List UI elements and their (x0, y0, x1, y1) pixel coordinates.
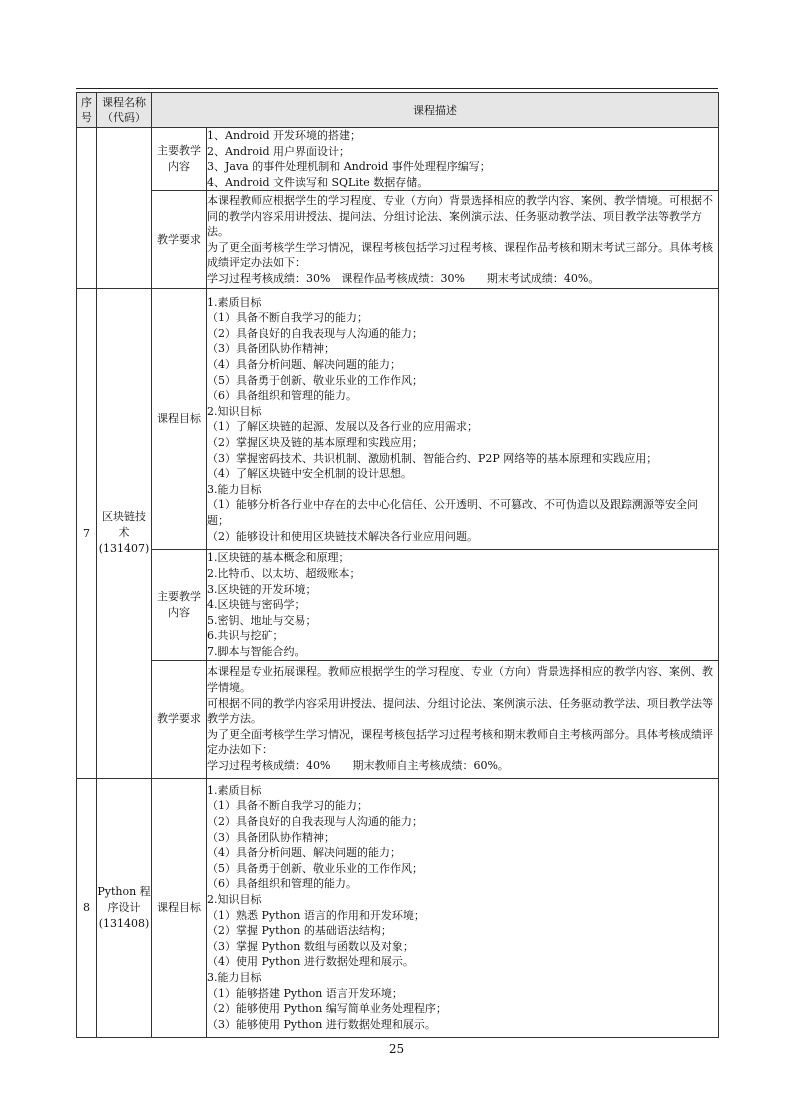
course-number: 7 (77, 289, 97, 778)
section-content (207, 660, 719, 778)
content-line: （6）具备组织和管理的能力。 (207, 877, 357, 891)
content-line: （4）了解区块链中安全机制的设计思想。 (207, 467, 412, 481)
section-content (207, 289, 719, 550)
section-label: 主要教学内容 (152, 550, 207, 660)
table-header-row (77, 93, 719, 128)
content-line: （3）具备团队协作精神； (207, 342, 335, 356)
top-rule (76, 88, 718, 89)
section-label: 课程目标 (152, 289, 207, 550)
content-line: 为了更全面考核学生学习情况，课程考核包括学习过程考核和期末教师自主考核两部分。具体考核成绩评定办法如下： (207, 727, 713, 757)
content-line: （2）具备良好的自我表现与人沟通的能力； (207, 814, 423, 828)
content-line: 2.比特币、以太坊、超级账本； (207, 566, 361, 580)
page-number: 25 (388, 1042, 405, 1056)
content-line: （2）具备良好的自我表现与人沟通的能力； (207, 326, 423, 340)
content-line: 1、Android 开发环境的搭建； (207, 129, 362, 142)
table-row (77, 550, 719, 660)
section-label: 主要教学内容 (152, 128, 207, 191)
content-line: 本课程是专业拓展课程。教师应根据学生的学习程度、专业（方向）背景选择相应的教学内容、案例、教学情境。 (207, 665, 713, 695)
content-line: 为了更全面考核学生学习情况，课程考核包括学习过程考核、课程作品考核和期末考试三部分。具体考核成绩评定办法如下： (207, 240, 713, 270)
content-line: 可根据不同的教学内容采用讲授法、提问法、分组讨论法、案例演示法、任务驱动教学法、项目教学法等教学方法。 (207, 696, 713, 726)
content-line: 7.脚本与智能合约。 (207, 644, 306, 658)
content-line: （1）能够搭建 Python 语言开发环境； (207, 986, 403, 1000)
content-line: 2.知识目标 (207, 892, 262, 906)
content-line: （2）掌握区块及链的基本原理和实践应用； (207, 435, 423, 449)
section-content (207, 191, 719, 289)
content-line: 3、Java 的事件处理机制和 Android 事件处理程序编写； (207, 160, 491, 174)
section-label: 课程目标 (152, 778, 207, 1037)
content-line: 3.能力目标 (207, 970, 262, 984)
content-line: （1）具备不断自我学习的能力； (207, 799, 368, 813)
table-row (77, 128, 719, 191)
content-line: 4.区块链与密码学； (207, 598, 306, 612)
content-line: （1）熟悉 Python 语言的作用和开发环境； (207, 908, 425, 922)
content-line: （3）具备团队协作精神； (207, 830, 335, 844)
content-line: 2、Android 用户界面设计； (207, 144, 351, 158)
content-line: 3.能力目标 (207, 482, 262, 496)
content-line: 1.素质目标 (207, 783, 262, 797)
content-line: 5.密钥、地址与交易； (207, 613, 317, 627)
content-line: （4）具备分析问题、解决问题的能力； (207, 358, 401, 371)
content-line: （3）能够使用 Python 进行数据处理和展示。 (207, 1017, 436, 1031)
table-row (77, 778, 719, 1037)
content-line: （2）能够设计和使用区块链技术解决各行业应用问题。 (207, 529, 478, 543)
section-label: 教学要求 (152, 191, 207, 289)
content-line: （6）具备组织和管理的能力。 (207, 389, 357, 403)
content-line: 4、Android 文件读写和 SQLite 数据存储。 (207, 175, 429, 189)
header-course-name: 课程名称（代码） (97, 93, 152, 128)
table-row (77, 289, 719, 550)
table-row (77, 191, 719, 289)
content-line: （1）具备不断自我学习的能力； (207, 311, 368, 325)
section-content (207, 128, 719, 191)
header-no: 序号 (77, 93, 97, 128)
content-line: （2）能够使用 Python 编写简单业务处理程序； (207, 1002, 447, 1016)
course-name: Python 程序设计(131408) (97, 778, 152, 1037)
content-line: （2）掌握 Python 的基础语法结构； (207, 924, 392, 938)
table-row (77, 660, 719, 778)
content-line: （5）具备勇于创新、敬业乐业的工作作风； (207, 861, 423, 875)
content-line: 1.素质目标 (207, 295, 262, 309)
content-line: 学习过程考核成绩：30% 课程作品考核成绩：30% 期末考试成绩：40%。 (207, 272, 600, 286)
content-line: （1）了解区块链的起源、发展以及各行业的应用需求； (207, 420, 478, 434)
content-line: 学习过程考核成绩：40% 期末教师自主考核成绩：60%。 (207, 759, 509, 773)
header-description: 课程描述 (152, 93, 719, 128)
section-label: 教学要求 (152, 660, 207, 778)
content-line: 6.共识与挖矿； (207, 629, 284, 643)
content-line: 1.区块链的基本概念和原理； (207, 551, 350, 565)
section-content (207, 550, 719, 660)
section-content (207, 778, 719, 1037)
content-line: （3）掌握密码技术、共识机制、激励机制、智能合约、P2P 网络等的基本原理和实践应用； (207, 451, 658, 465)
content-line: 2.知识目标 (207, 404, 262, 418)
course-table (76, 92, 719, 1038)
content-line: （5）具备勇于创新、敬业乐业的工作作风； (207, 373, 423, 387)
course-number: 8 (77, 778, 97, 1037)
content-line: （1）能够分析各行业中存在的去中心化信任、公开透明、不可篡改、不可伪造以及跟踪溯源等安全问题； (207, 498, 698, 527)
content-line: 本课程教师应根据学生的学习程度、专业（方向）背景选择相应的教学内容、案例、教学情境。可根据不同的教学内容采用讲授法、提问法、分组讨论法、案例演示法、任务驱动教学法、项目教学法等教学方法。 (207, 194, 713, 239)
content-line: 3.区块链的开发环境； (207, 582, 317, 596)
course-name: 区块链技术(131407) (97, 289, 152, 778)
course-number (77, 128, 97, 289)
content-line: （4）使用 Python 进行数据处理和展示。 (207, 955, 414, 969)
content-line: （3）掌握 Python 数组与函数以及对象； (207, 939, 414, 953)
course-name (97, 128, 152, 289)
content-line: （4）具备分析问题、解决问题的能力； (207, 846, 401, 860)
